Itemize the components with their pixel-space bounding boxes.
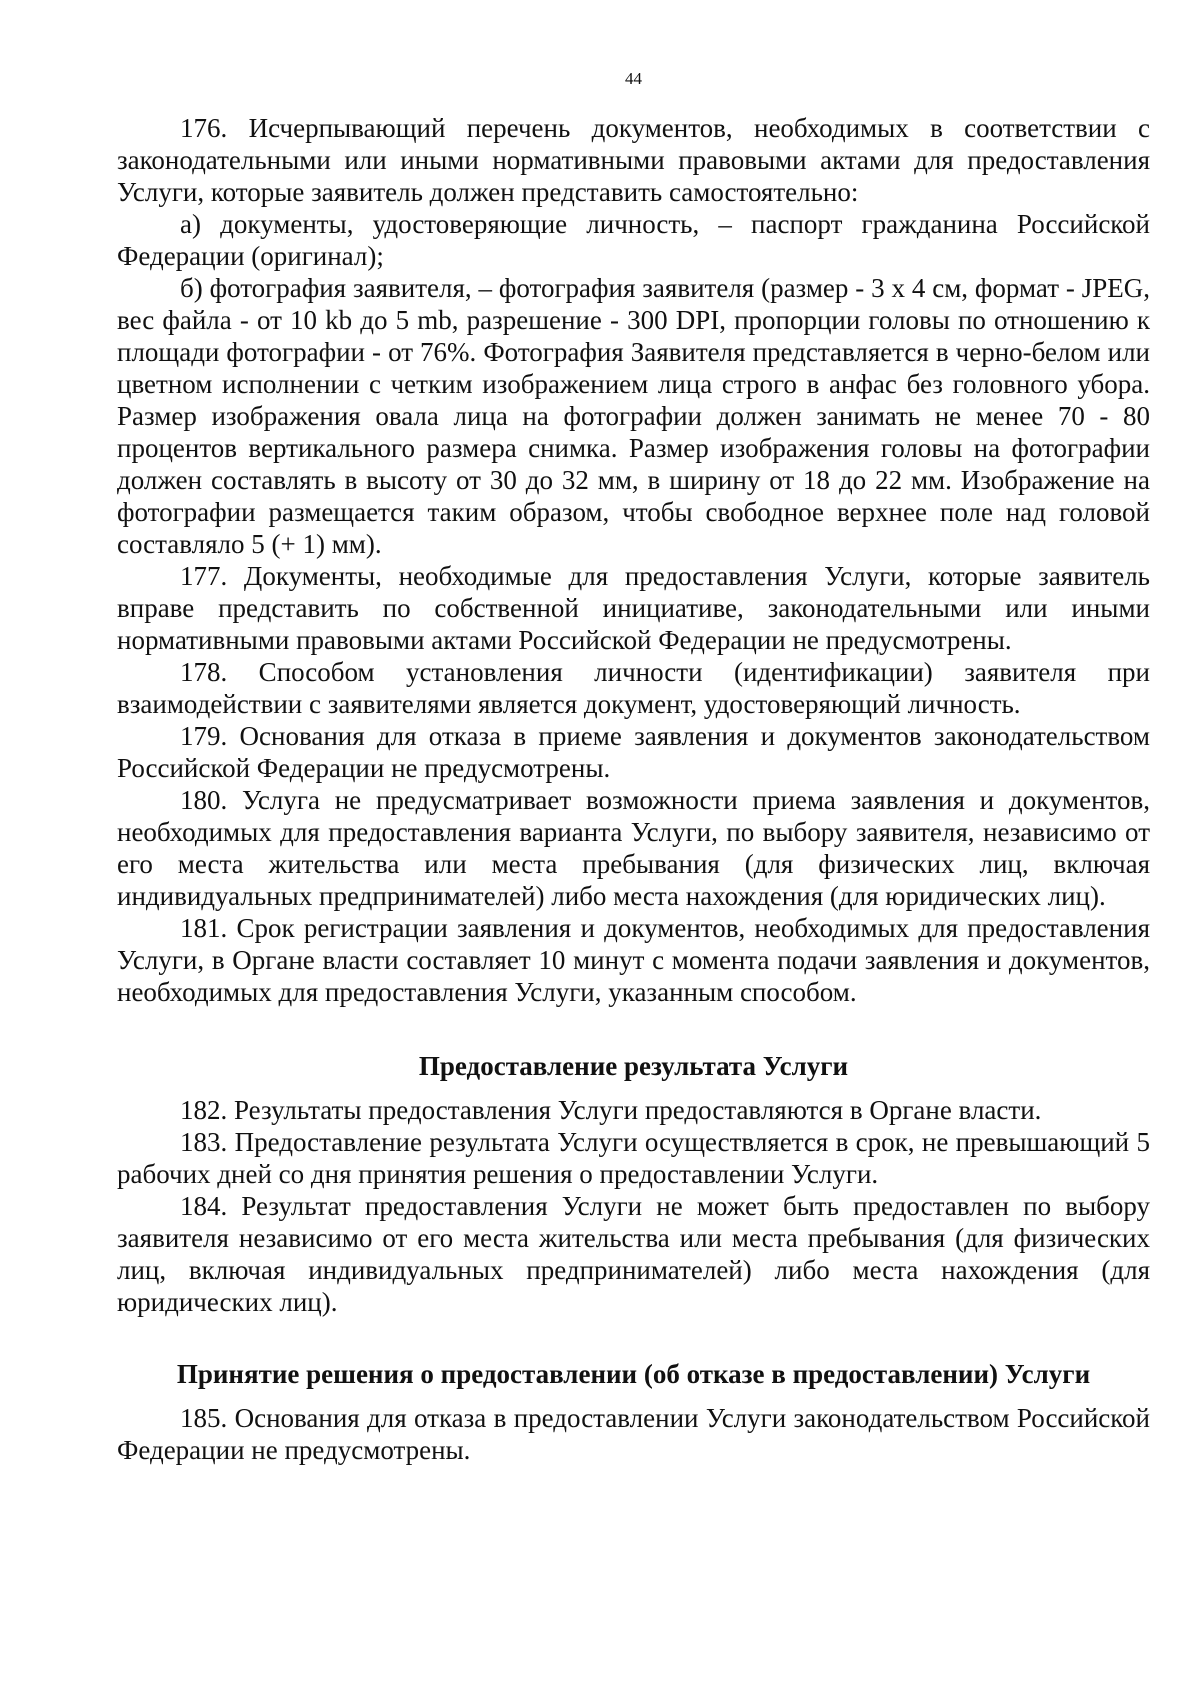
paragraph-184: 184. Результат предоставления Услуги не может быть предоставлен по выбору заявителя независимо от его места жительства или места пребывания (для физических лиц, включая индивидуальных предпринимателей) либо места нахождения (для юридических лиц). <box>117 1191 1150 1317</box>
spacer <box>117 1082 1150 1094</box>
paragraph-181: 181. Срок регистрации заявления и документов, необходимых для предоставления Услуги, в Органе власти составляет 10 минут с момента подачи заявления и документов, необходимых для предоставления Услуги, указанным способом. <box>117 913 1150 1007</box>
section-heading-decision: Принятие решения о предоставлении (об отказе в предоставлении) Услуги <box>176 1359 1091 1389</box>
paragraph-178: 178. Способом установления личности (идентификации) заявителя при взаимодействии с заявителями является документ, удостоверяющий личность. <box>117 657 1150 719</box>
paragraph-176: 176. Исчерпывающий перечень документов, необходимых в соответствии с законодательными или иными нормативными правовыми актами для предоставления Услуги, которые заявитель должен представить самостоятельно: <box>117 113 1150 207</box>
spacer <box>117 1390 1150 1402</box>
paragraph-179: 179. Основания для отказа в приеме заявления и документов законодательством Российской Федерации не предусмотрены. <box>117 721 1150 783</box>
paragraph-185: 185. Основания для отказа в предоставлении Услуги законодательством Российской Федерации не предусмотрены. <box>117 1403 1150 1465</box>
document-page <box>117 64 1150 1466</box>
page-number: 44 <box>625 69 642 88</box>
spacer <box>117 1008 1150 1050</box>
section-heading-result: Предоставление результата Услуги <box>418 1051 849 1081</box>
paragraph-183: 183. Предоставление результата Услуги осуществляется в срок, не превышающий 5 рабочих дней со дня принятия решения о предоставлении Услуги. <box>117 1127 1150 1189</box>
paragraph-176-a: а) документы, удостоверяющие личность, – паспорт гражданина Российской Федерации (оригинал); <box>117 209 1150 271</box>
paragraph-177: 177. Документы, необходимые для предоставления Услуги, которые заявитель вправе представить по собственной инициативе, законодательными или иными нормативными правовыми актами Российской Федерации не предусмотрены. <box>117 561 1150 655</box>
paragraph-180: 180. Услуга не предусматривает возможности приема заявления и документов, необходимых для предоставления варианта Услуги, по выбору заявителя, независимо от его места жительства или места пребывания (для физических лиц, включая индивидуальных предпринимателей) либо места нахождения (для юридических лиц). <box>117 785 1150 911</box>
spacer <box>117 1318 1150 1358</box>
paragraph-182: 182. Результаты предоставления Услуги предоставляются в Органе власти. <box>180 1095 1042 1125</box>
paragraph-176-b: б) фотография заявителя, – фотография заявителя (размер - 3 х 4 см, формат - JPEG, вес файла - от 10 kb до 5 mb, разрешение - 300 DPI, пропорции головы по отношению к площади фотографии - от 76%. Фотография Заявителя представляется в черно-белом или цветном исполнении с четким изображением лица строго в анфас без головного убора. Размер изображения овала лица на фотографии должен занимать не менее 70 - 80 процентов вертикального размера снимка. Размер изображения головы на фотографии должен составлять в высоту от 30 до 32 мм, в ширину от 18 до 22 мм. Изображение на фотографии размещается таким образом, чтобы свободное верхнее поле над головой составляло 5 (+ 1) мм). <box>117 273 1150 559</box>
